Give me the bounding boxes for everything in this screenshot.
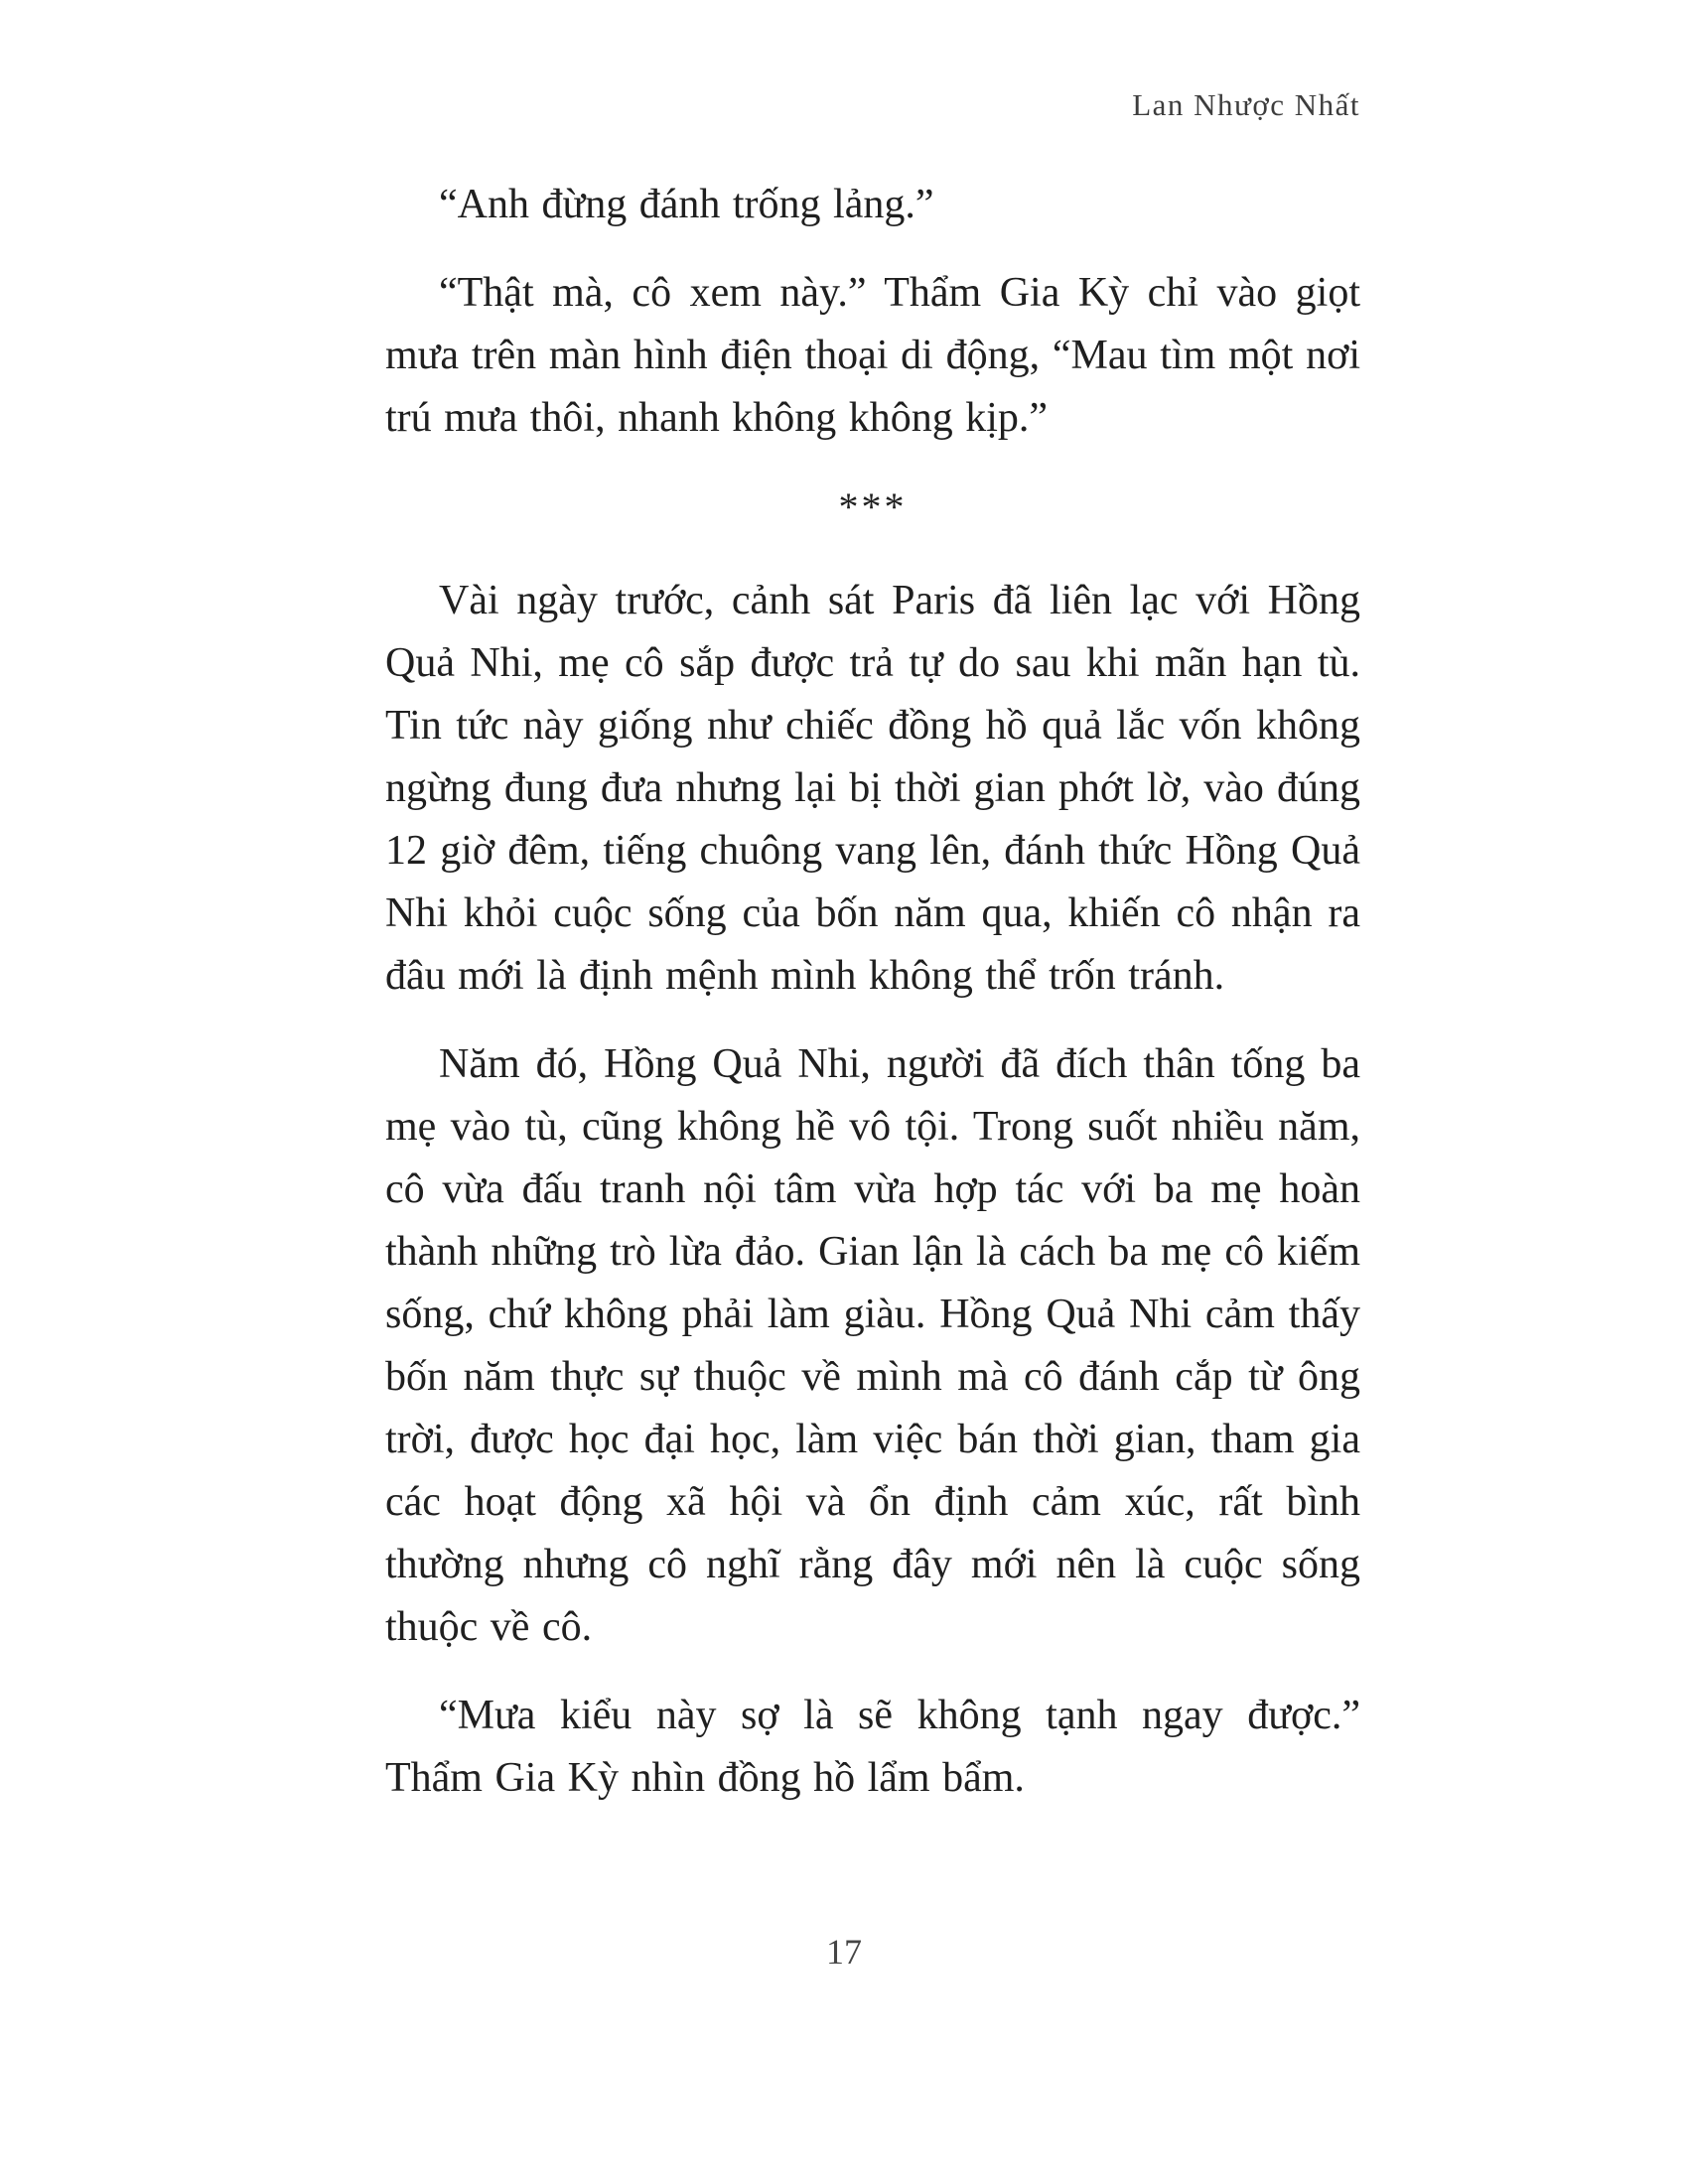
paragraph-narrative-2: Năm đó, Hồng Quả Nhi, người đã đích thân tống ba mẹ vào tù, cũng không hề vô tội. Trong suốt nhiều năm, cô vừa đấu tranh nội tâm vừa hợp tác với ba mẹ hoàn thành những trò lừa đảo. Gian lận là cách ba mẹ cô kiếm sống, chứ không phải làm giàu. Hồng Quả Nhi cảm thấy bốn năm thực sự thuộc về mình mà cô đánh cắp từ ông trời, được học đại học, làm việc bán thời gian, tham gia các hoạt động xã hội và ổn định cảm xúc, rất bình thường nhưng cô nghĩ rằng đây mới nên là cuộc sống thuộc về cô. <box>385 1041 1360 1650</box>
paragraph-dialogue-3: “Mưa kiểu này sợ là sẽ không tạnh ngay được.” Thẩm Gia Kỳ nhìn đồng hồ lẩm bẩm. <box>385 1693 1360 1801</box>
page-content <box>385 174 1360 1810</box>
paragraph-narrative-1: Vài ngày trước, cảnh sát Paris đã liên lạc với Hồng Quả Nhi, mẹ cô sắp được trả tự do sau khi mãn hạn tù. Tin tức này giống như chiếc đồng hồ quả lắc vốn không ngừng đung đưa nhưng lại bị thời gian phớt lờ, vào đúng 12 giờ đêm, tiếng chuông vang lên, đánh thức Hồng Quả Nhi khỏi cuộc sống của bốn năm qua, khiến cô nhận ra đâu mới là định mệnh mình không thể trốn tránh. <box>385 578 1360 999</box>
running-header-author: Lan Nhược Nhất <box>1132 87 1360 122</box>
page-number: 17 <box>826 1932 862 1972</box>
paragraph-dialogue-2: “Thật mà, cô xem này.” Thẩm Gia Kỳ chỉ vào giọt mưa trên màn hình điện thoại di động, “Mau tìm một nơi trú mưa thôi, nhanh không không kịp.” <box>385 270 1360 441</box>
section-separator: *** <box>838 484 908 529</box>
paragraph-dialogue-1: “Anh đừng đánh trống lảng.” <box>439 182 934 227</box>
